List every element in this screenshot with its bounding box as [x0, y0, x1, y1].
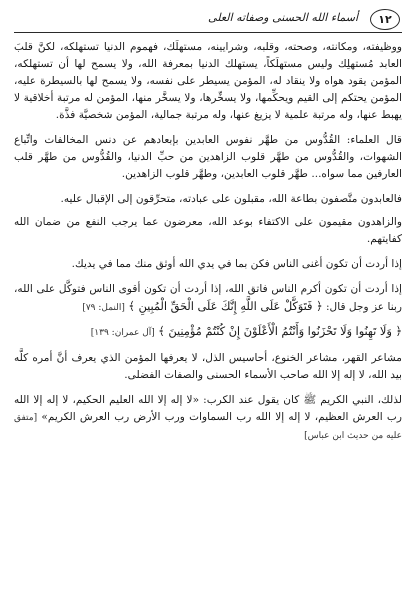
- paragraph-2: قال العلماء: القُدُّوس من طهَّر نفوس العابدين بإبعادهم عن دنس المخالفات واتِّباع الشهوات، والقُدُّوس من طهَّر قلوب الزاهدين من حبِّ الدنيا، والقُدُّوس من طهَّر قلب العارفين مما سواه... طهَّر قلوب العابدين، وطهَّر قلوب الزاهدين.: [14, 134, 402, 180]
- paragraph-3: فالعابدون متَّصفون بطاعة الله، مقبلون على عبادته، متحرِّقون إلى الإقبال عليه.: [60, 193, 402, 205]
- page-number: ١٢: [370, 9, 400, 30]
- paragraph-4: والزاهدون مقيمون على الاكتفاء بوعد الله، معرضون عما يرجب النفع من ضمان الله كفايتهم.: [14, 216, 402, 245]
- quran-verse-1: ﴿ فَتَوَكَّلْ عَلَى اللَّهِ إِنَّكَ عَلَى الْحَقِّ الْمُبِينِ ﴾: [128, 300, 323, 313]
- paragraph-6-text: إذا أردت أن تكون أكرم الناس فاتق الله، إذا أردت أن تكون أقوى الناس فتوكَّل على الله، ربنا عز وجل قال:: [14, 283, 402, 313]
- paragraph-6: [14, 281, 402, 317]
- verse-reference-2: [آل عمران: ١٣٩]: [90, 328, 155, 338]
- page-header: [14, 8, 402, 33]
- verse-reference-1: [النمل: ٧٩]: [82, 303, 125, 313]
- paragraph-7: [14, 323, 402, 342]
- quran-verse-2: ﴿ وَلَا تَهِنُوا وَلَا تَحْزَنُوا وَأَنْتُمُ الْأَعْلَوْنَ إِنْ كُنْتُمْ مُؤْمِنِينَ ﴾: [158, 325, 402, 338]
- paragraph-5: إذا أردت أن تكون أغنى الناس فكن بما في يدي الله أوثق منك مما في يديك.: [71, 258, 402, 270]
- paragraph-8: مشاعر القهر، مشاعر الخنوع، أحاسيس الذل، لا يعرفها المؤمن الذي يعرف أنَّ أمره كلَّه بيد الله، لا إله إلا الله صاحب الأسماء الحسنى والصفات الفضلى.: [14, 352, 402, 381]
- paragraph-1: ووظيفته، ومكانته، وصحته، وقلبه، وشرايينه، مستهلَك، فهموم الدنيا تستهلكه، لكنَّ قلبَ العابد مُستهلِك وليس مستهلَكاً، يستهلك الدنيا بمعرفة الله، ولا يسمح لها أن تستهلكه، المؤمن يقود هواه ولا ينقاد له، المؤمن يسيطر على نفسه، ولا يسمح لها بالسيطرة عليه، المؤمن يحتكم إلى القيم ويحكِّمها، ولا يسخِّرها، ولا يسخَّر منها، المؤمن له مرتبة أخلاقية لا يهبط عنها، وله مرتبة علمية لا يزيغ عنها، وله مرتبة جمالية، المؤمن شخصيَّة فذَّة.: [14, 41, 402, 121]
- running-title: أسماء الله الحسنى وصفاته العلى: [208, 11, 358, 24]
- page-body: [14, 39, 402, 445]
- paragraph-9-text: لذلك، النبي الكريم ﷺ كان يقول عند الكرب: «لا إله إلا الله العليم الحكيم، لا إله إلا الله رب العرش العظيم، لا إله إلا الله رب السماوات ورب الأرض رب العرش الكريم»: [14, 394, 402, 423]
- hadith-reference: [متفق عليه من حديث ابن عباس]: [14, 413, 402, 441]
- paragraph-9: [14, 392, 402, 445]
